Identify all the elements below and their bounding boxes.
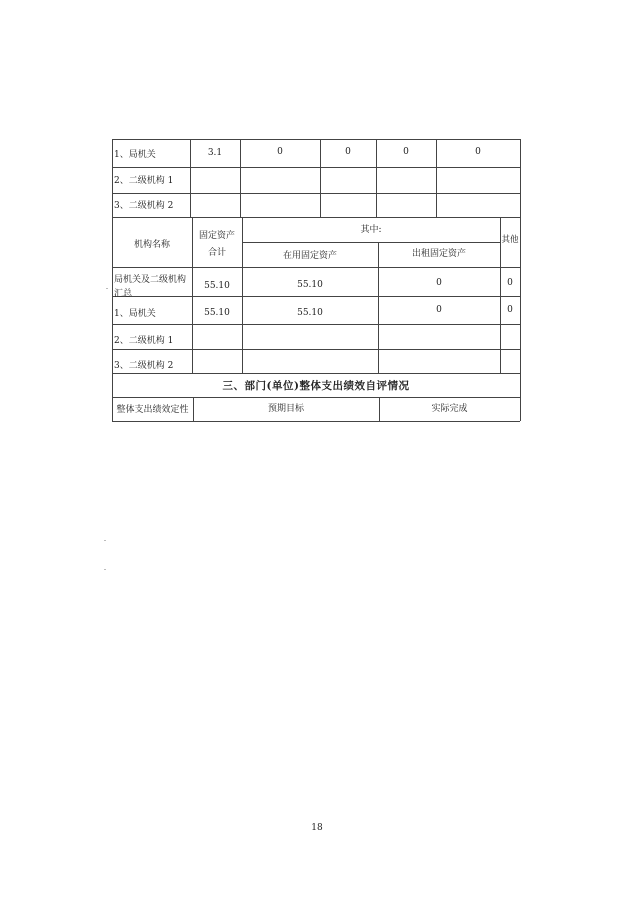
table-rule xyxy=(112,324,520,325)
table-rule xyxy=(112,296,520,297)
row-value: 0 xyxy=(403,147,409,157)
page-number: 18 xyxy=(311,823,323,833)
table-rule xyxy=(242,217,243,373)
rented-header: 出租固定资产 xyxy=(411,249,466,259)
row-name: 2、二级机构 1 xyxy=(114,176,174,186)
asset-row-in-use: 55.10 xyxy=(297,308,323,318)
table-rule xyxy=(242,242,500,243)
asset-row-name: 1、局机关 xyxy=(114,309,156,319)
section-title: 三、部门(单位)整体支出绩效自评情况 xyxy=(222,380,410,392)
table-rule xyxy=(520,139,521,421)
row-value: 3.1 xyxy=(207,148,223,158)
table-rule xyxy=(112,397,520,398)
scan-speck xyxy=(104,569,106,570)
asset-row-rented: 0 xyxy=(436,305,442,315)
asset-row-total: 55.10 xyxy=(204,308,230,318)
total-header-line1: 固定资产 xyxy=(198,231,235,241)
table-rule xyxy=(112,373,520,374)
other-header: 其他 xyxy=(501,235,519,245)
in-use-header: 在用固定资产 xyxy=(282,251,337,261)
org-name-header: 机构名称 xyxy=(133,240,170,250)
asset-row-name: 2、二级机构 1 xyxy=(114,336,174,346)
asset-row-other: 0 xyxy=(507,305,513,315)
asset-row-in-use: 55.10 xyxy=(297,280,323,290)
asset-row-name: 3、二级机构 2 xyxy=(114,361,174,371)
table-rule xyxy=(112,349,520,350)
table-rule xyxy=(112,267,520,268)
scan-speck xyxy=(104,540,106,541)
perf-target: 预期目标 xyxy=(267,404,304,414)
row-name: 1、局机关 xyxy=(114,150,156,160)
perf-actual: 实际完成 xyxy=(431,404,468,414)
asset-row-total: 55.10 xyxy=(204,281,230,291)
table-rule xyxy=(112,421,520,422)
table-rule xyxy=(112,167,520,168)
perf-label: 整体支出绩效定性 xyxy=(116,405,189,415)
of-which-header: 其中: xyxy=(360,225,382,235)
row-name: 3、二级机构 2 xyxy=(114,201,174,211)
row-value: 0 xyxy=(345,147,351,157)
asset-row-name: 局机关及二级机构 xyxy=(114,275,187,285)
table-rule xyxy=(112,217,520,218)
total-header-line2: 合计 xyxy=(207,248,226,258)
asset-row-rented: 0 xyxy=(436,278,442,288)
table-rule xyxy=(112,139,520,140)
scan-speck xyxy=(106,288,108,289)
asset-row-name-cont: 汇总 xyxy=(114,289,133,299)
row-value: 0 xyxy=(277,147,283,157)
asset-row-other: 0 xyxy=(507,278,513,288)
row-value: 0 xyxy=(475,147,481,157)
table-rule xyxy=(112,193,520,194)
